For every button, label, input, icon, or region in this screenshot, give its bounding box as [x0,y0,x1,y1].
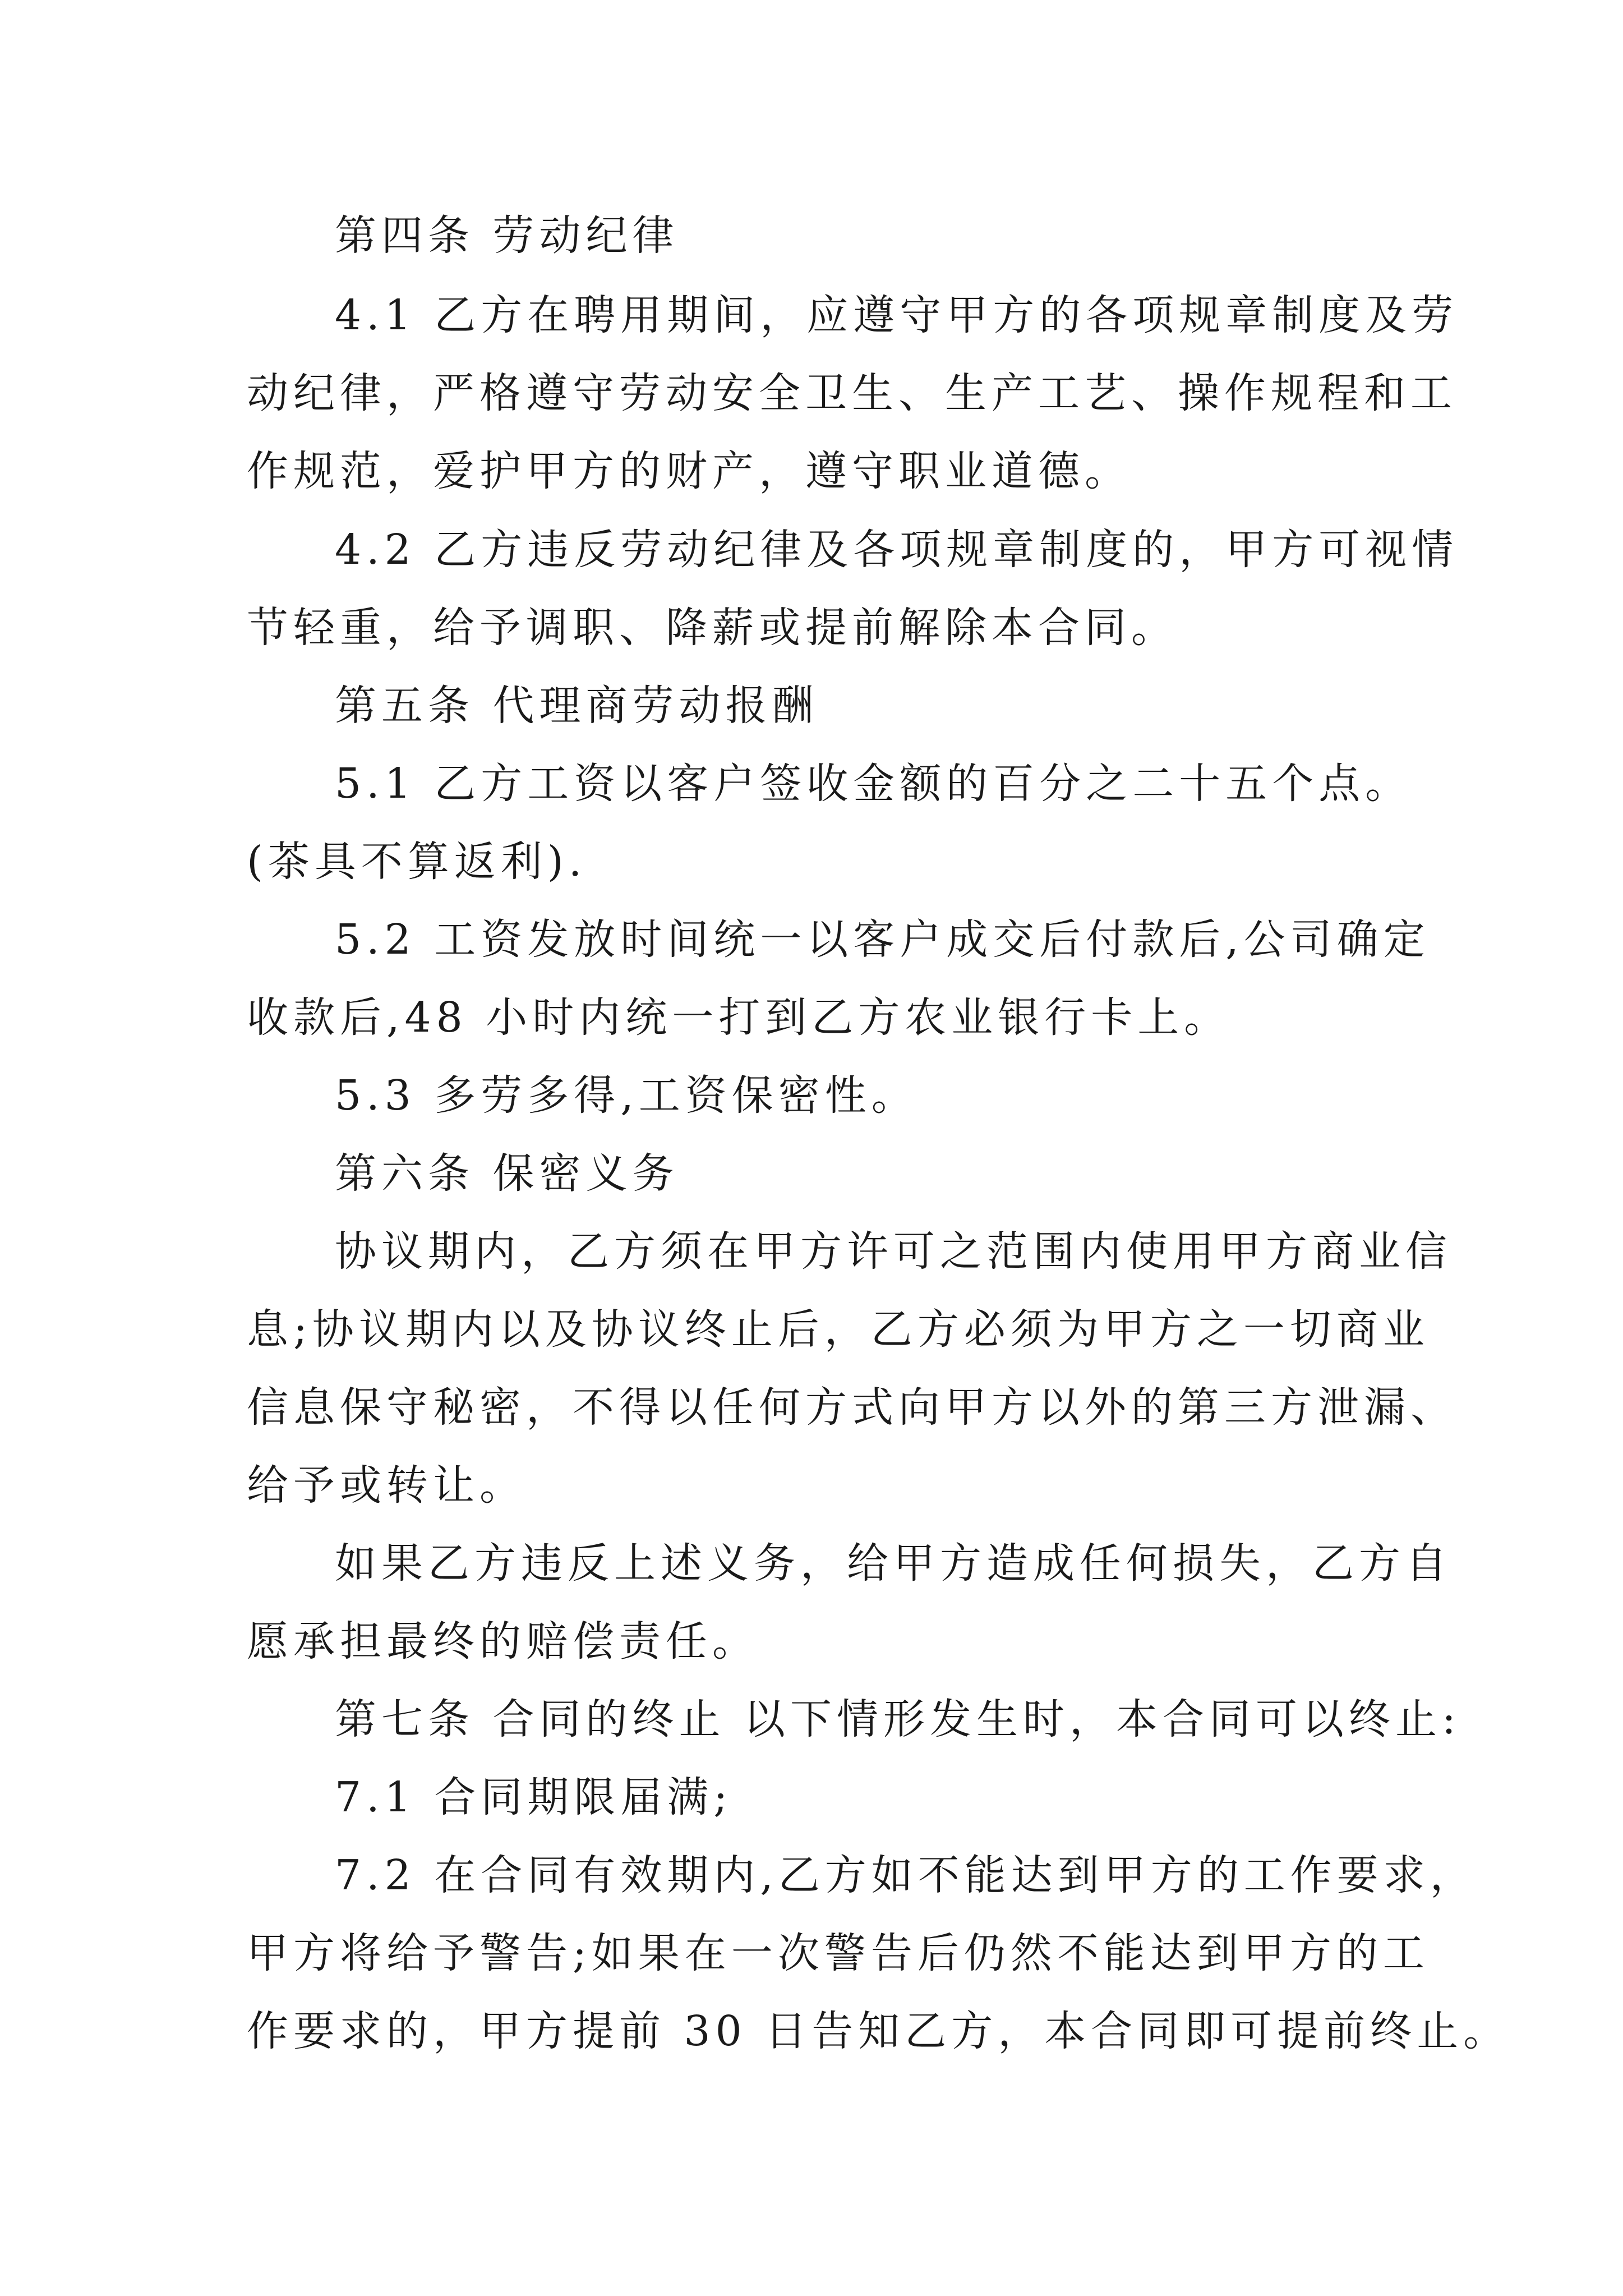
clause-5-1-line-2: (茶具不算返利). [247,838,587,886]
clause-5-2-line-2: 收款后,48 小时内统一打到乙方农业银行卡上。 [247,993,1231,1042]
clause-4-1-line-1: 4.1 乙方在聘用期间，应遵守甲方的各项规章制度及劳 [335,291,1459,339]
article-4-heading: 第四条 劳动纪律 [335,211,679,260]
clause-7-2-line-1: 7.2 在合同有效期内,乙方如不能达到甲方的工作要求， [335,1851,1477,1899]
clause-4-1-line-3: 作规范，爱护甲方的财产，遵守职业道德。 [247,447,1131,495]
article-6-paragraph-1-line-2: 息;协议期内以及协议终止后，乙方必须为甲方之一切商业 [247,1305,1430,1354]
article-7-heading: 第七条 合同的终止 以下情形发生时，本合同可以终止: [335,1695,1461,1743]
clause-4-2-line-1: 4.2 乙方违反劳动纪律及各项规章制度的，甲方可视情 [335,526,1459,574]
clause-7-2-line-2: 甲方将给予警告;如果在一次警告后仍然不能达到甲方的工 [247,1929,1430,1977]
clause-4-1-line-2: 动纪律，严格遵守劳动安全卫生、生产工艺、操作规程和工 [247,369,1457,417]
clause-5-3: 5.3 多劳多得,工资保密性。 [335,1071,918,1120]
clause-5-1-line-1: 5.1 乙方工资以客户签收金额的百分之二十五个点。 [335,760,1412,808]
article-6-paragraph-1-line-3: 信息保守秘密，不得以任何方式向甲方以外的第三方泄漏、 [247,1383,1457,1432]
article-6-paragraph-1-line-4: 给予或转让。 [247,1461,526,1510]
clause-7-1: 7.1 合同期限届满; [335,1773,733,1821]
article-5-heading: 第五条 代理商劳动报酬 [335,682,819,730]
clause-5-2-line-1: 5.2 工资发放时间统一以客户成交后付款后,公司确定 [335,915,1430,964]
article-6-paragraph-2-line-2: 愿承担最终的赔偿责任。 [247,1617,759,1665]
clause-7-2-line-3: 作要求的，甲方提前 30 日告知乙方，本合同即可提前终止。 [247,2007,1510,2055]
article-6-heading: 第六条 保密义务 [335,1149,679,1198]
article-6-paragraph-2-line-1: 如果乙方违反上述义务，给甲方造成任何损失，乙方自 [335,1539,1452,1588]
clause-4-2-line-2: 节轻重，给予调职、降薪或提前解除本合同。 [247,604,1178,652]
article-6-paragraph-1-line-1: 协议期内，乙方须在甲方许可之范围内使用甲方商业信 [335,1227,1452,1276]
